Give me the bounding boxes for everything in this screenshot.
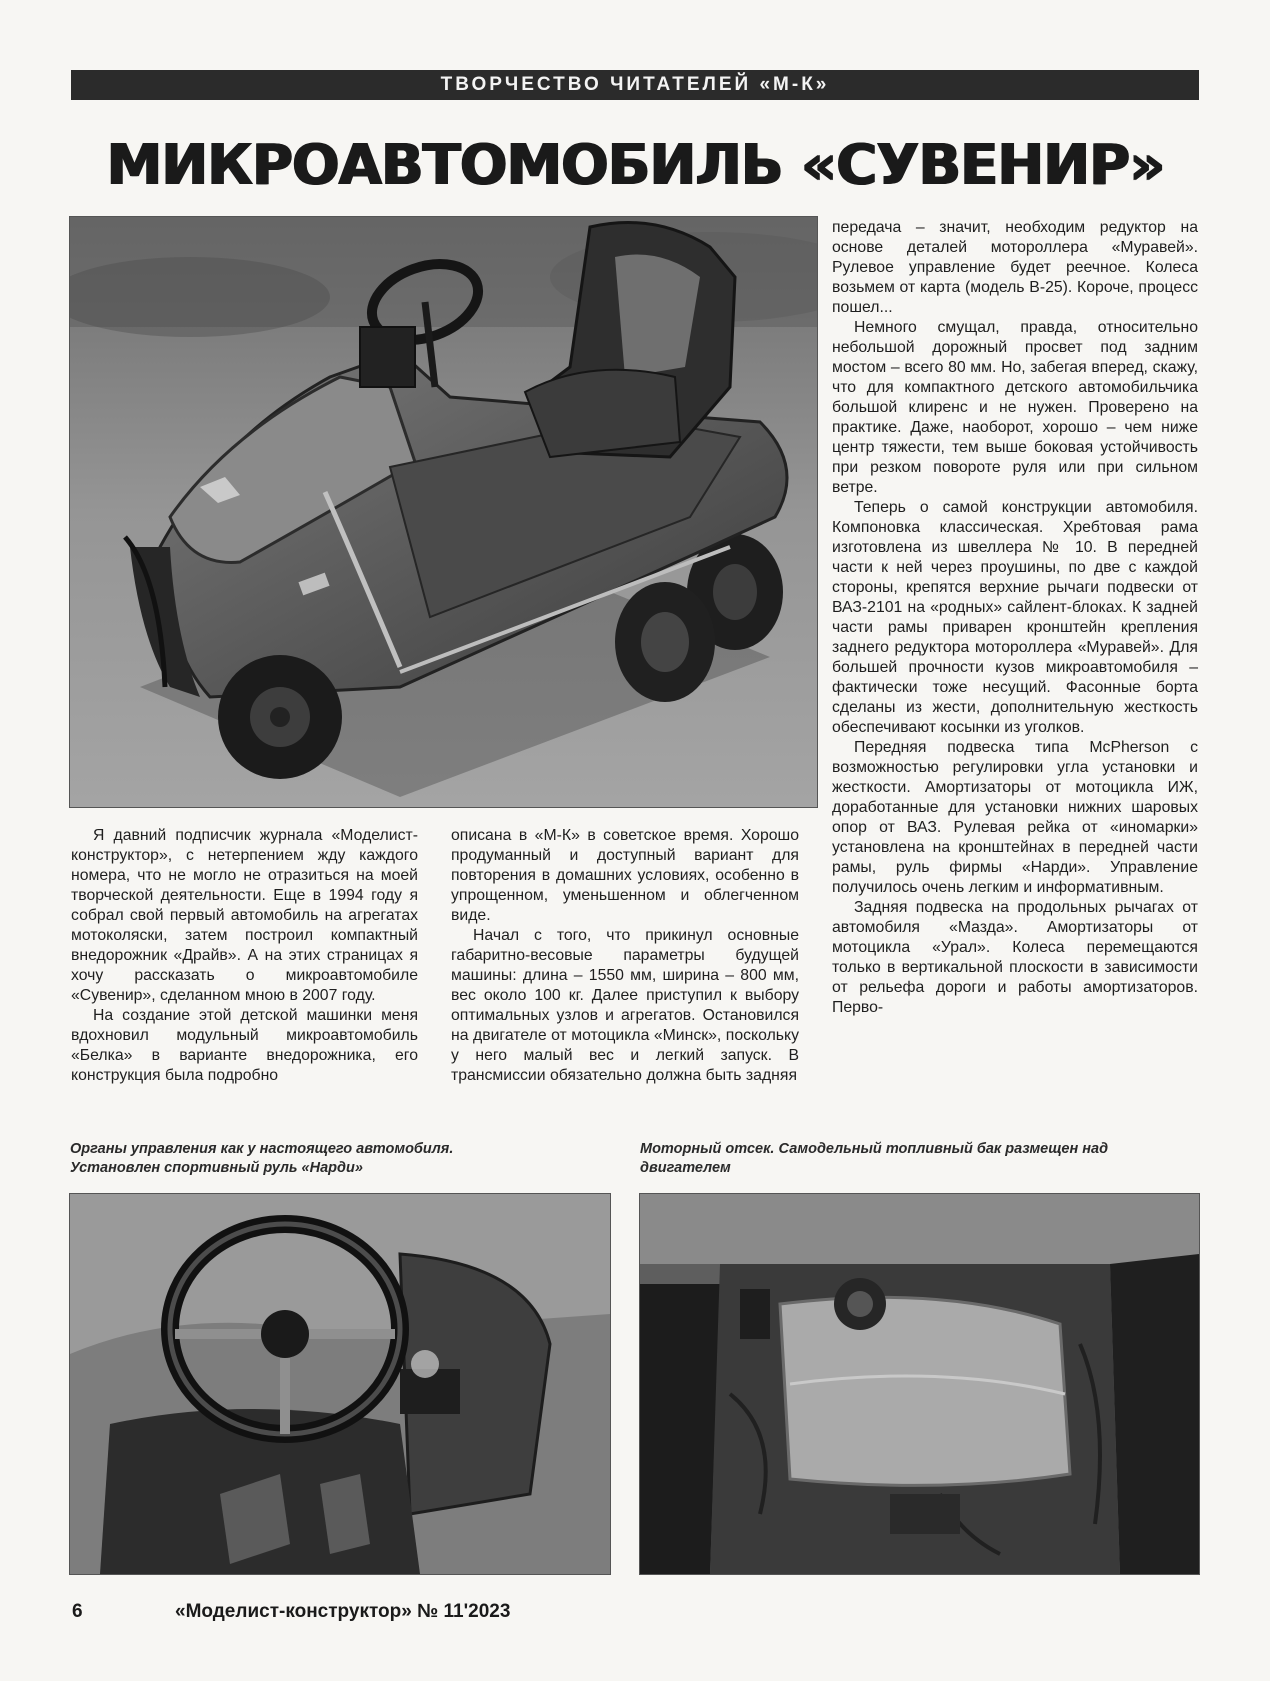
paragraph: Начал с того, что прикинул основные габаритно-весовые параметры будущей машины: длина – 1550 мм, ширина – 800 мм, вес около 100 кг. Далее приступил к выбору оптимальных узлов и агрегатов. Остановился на двигателе от мотоцикла «Минск», поскольку у него малый вес и легкий запуск. В трансмиссии обязательно должна быть задняя [451,927,799,1084]
paragraph: Теперь о самой конструкции автомобиля. Компоновка классическая. Хребтовая рама изготовлена из швеллера № 10. В передней части к ней через проушины, по две с каждой стороны, крепятся верхние рычаги подвески от ВАЗ-2101 на «родных» сайлент-блоках. К задней части рамы приварен кронштейн крепления заднего редуктора мотороллера «Муравей». Для большей прочности кузов микроавтомобиля – фактически тоже несущий. Фасонные борта сделаны из жести, дополнительную жесткость обеспечивают косынки из уголков. [832,499,1198,736]
article-title: МИКРОАВТОМОБИЛЬ «СУВЕНИР» [106,133,1165,198]
engine-bay-illustration [640,1194,1199,1574]
paragraph: описана в «М-К» в советское время. Хорошо продуманный и доступный вариант для повторения в домашних условиях, особенно в упрощенном, уменьшенном и облегченном виде. [451,827,799,924]
paragraph: передача – значит, необходим редуктор на основе деталей мотороллера «Муравей». Рулевое управление будет реечное. Колеса возьмем от карта (модель В-25). Короче, процесс пошел... [832,219,1198,316]
paragraph: Задняя подвеска на продольных рычагах от автомобиля «Мазда». Амортизаторы от мотоцикла «Урал». Колеса перемещаются только в вертикальной плоскости в зависимости от рельефа дороги и работы амортизаторов. Перво- [832,899,1198,1016]
paragraph: Я давний подписчик журнала «Моделист-конструктор», с нетерпением жду каждого номера, что не могло не отразиться на моей творческой деятельности. Еще в 1994 году я собрал свой первый автомобиль на агрегатах мотоколяски, затем построил компактный внедорожник «Драйв». А на этих страницах я хочу рассказать о микроавтомобиле «Сувенир», сделанном мною в 2007 году. [71,827,418,1004]
paragraph: Немного смущал, правда, относительно небольшой дорожный просвет под задним мостом – всего 80 мм. Но, забегая вперед, скажу, что для компактного детского автомобильчика большой клиренс и не нужен. Проверено на практике. Даже, наоборот, хорошо – чем ниже центр тяжести, тем выше боковая устойчивость при резком повороте руля или при сильном ветре. [832,319,1198,496]
microcar-illustration [70,217,817,807]
controls-photo [69,1193,611,1575]
text-column-1 [71,826,418,1084]
main-photo [69,216,818,808]
text-column-2 [451,826,799,1084]
photo-caption-left: Органы управления как у настоящего автомобиля. Установлен спортивный руль «Нарди» [70,1141,454,1176]
paragraph: Передняя подвеска типа McPherson с возможностью регулировки угла установки и жесткости. Амортизаторы от мотоцикла ИЖ, доработанные для установки нижних шаровых опор от ВАЗ. Рулевая рейка от «иномарки» установлена на кронштейнах в передней части рамы, руль фирмы «Нарди». Управление получилось очень легким и информативным. [832,739,1198,896]
paragraph: На создание этой детской машинки меня вдохновил модульный микроавтомобиль «Белка» в варианте внедорожника, его конструкция была подробно [71,1007,418,1084]
page-number: 6 [72,1601,83,1622]
photo-caption-right: Моторный отсек. Самодельный топливный бак размещен над двигателем [640,1141,1109,1176]
text-column-3 [832,218,1198,1078]
steering-wheel-illustration [70,1194,610,1574]
engine-bay-photo [639,1193,1200,1575]
section-rubric: ТВОРЧЕСТВО ЧИТАТЕЛЕЙ «М-К» [71,70,1199,100]
magazine-issue: «Моделист-конструктор» № 11'2023 [175,1601,511,1622]
